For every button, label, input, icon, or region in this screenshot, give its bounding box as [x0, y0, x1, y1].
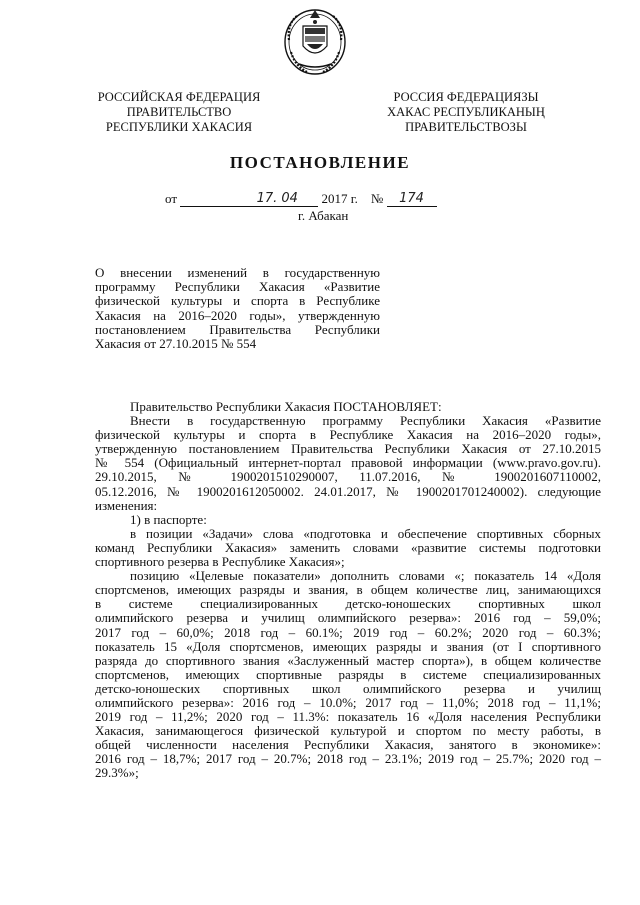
subject-line: Хакасия на 2016–2020 годы», утвержденную	[95, 307, 380, 323]
subject-line: программу Республики Хакасия «Развитие	[95, 279, 380, 295]
body-line: разряда до спортивного звания «Заслуженный мастер спорта»), в общем количестве	[95, 652, 601, 668]
body-line: Внести в государственную программу Республики Хакасия «Развитие	[130, 413, 601, 429]
body-line: Хакасия, занимающегося физической культурой и спортом по месту работы, в	[95, 723, 601, 739]
city: г. Абакан	[298, 208, 349, 223]
subject-line: О внесении изменений в государственную	[95, 265, 380, 280]
body-line: спортивного резерва в Республике Хакасия»;	[95, 554, 345, 570]
header-left-line: РЕСПУБЛИКИ ХАКАСИЯ	[105, 120, 253, 134]
date-year: 2017 г.	[321, 191, 358, 206]
body-line: утвержденную постановлением Правительства Республики Хакасия от 27.10.2015	[95, 441, 601, 457]
body-line: 29.3%»;	[95, 765, 139, 781]
body-line: 2019 год – 11,2%; 2020 год – 11.3%: показатель 16 «Доля населения Республики	[95, 709, 601, 725]
header-right-line: ПРАВИТЕЛЬСТВОЗЫ	[405, 120, 527, 134]
body-line: 2016 год – 18,7%; 2017 год – 20.7%; 2018 год – 23.1%; 2019 год – 25.7%; 2020 год –	[95, 751, 601, 767]
body-line: изменения:	[95, 497, 158, 513]
header-left	[84, 90, 274, 135]
date-prefix: от	[165, 191, 178, 206]
subject-block	[95, 266, 380, 351]
body-line: общей численности населения Республики Хакасия, занятого в экономике»:	[95, 737, 601, 753]
body-line: 2017 год – 60,0%; 2018 год – 60.1%; 2019 год – 60.2%; 2020 год – 60.3%;	[95, 624, 601, 640]
body-line: физической культуры и спорта в Республике Хакасия на 2016–2020 годы»,	[95, 427, 601, 443]
body-line: показатель 15 «Доля спортсменов, имеющих разряды и звания (от I спортивного	[95, 638, 601, 654]
header-left-line: ПРАВИТЕЛЬСТВО	[126, 105, 232, 119]
body-line: 1) в паспорте:	[130, 511, 207, 527]
header-right	[371, 90, 561, 135]
body-line: 05.12.2016, № 1900201612050002. 24.01.2017, № 1900201701240002). следующие	[95, 483, 601, 499]
date-line	[165, 190, 437, 207]
header-right-line: ХАКАС РЕСПУБЛИКАНЫҢ	[387, 105, 545, 119]
document-number: 174	[399, 191, 424, 206]
body-line: детско-юношеских спортивных школ олимпийского резерва и училищ	[95, 680, 601, 696]
subject-line: Хакасия от 27.10.2015 № 554	[95, 336, 257, 352]
header-left-line: РОССИЙСКАЯ ФЕДЕРАЦИЯ	[97, 90, 261, 104]
body-line: спортсменов, имеющих спортивные разряды в системе специализированных	[95, 666, 601, 682]
body-line: № 554 (Официальный интернет-портал правовой информации (www.pravo.gov.ru).	[95, 455, 601, 471]
date-day-month: 17. 04	[256, 191, 298, 206]
coat-of-arms-emblem	[283, 6, 347, 76]
document-title: ПОСТАНОВЛЕНИЕ	[229, 153, 411, 172]
header-right-line: РОССИЯ ФЕДЕРАЦИЯЗЫ	[393, 90, 539, 104]
body-line: в системе специализированных детско-юношеских спортивных школ	[95, 596, 601, 612]
body-line: Правительство Республики Хакасия ПОСТАНОВЛЯЕТ:	[130, 399, 442, 414]
body-text	[95, 400, 601, 781]
body-line: олимпийского резерва»: 2016 год – 10.0%; 2017 год – 11,0%; 2018 год – 11,1%;	[95, 694, 601, 710]
number-label: №	[370, 191, 384, 206]
subject-line: постановлением Правительства Республики	[95, 321, 380, 337]
body-line: спортсменов, имеющих разряды и звания, в общем количестве лиц, занимающихся	[95, 582, 601, 598]
date-blank	[180, 190, 318, 207]
number-blank	[387, 190, 437, 207]
subject-line: физической культуры и спорта в Республике	[95, 293, 380, 309]
body-line: олимпийского резерва и училищ олимпийского резерва»: 2016 год – 59,0%;	[95, 610, 601, 626]
body-line: 29.10.2015, № 1900201510290007, 11.07.2016, № 1900201607110002,	[95, 469, 601, 485]
body-line: команд Республики Хакасия» заменить словами «развитие системы подготовки	[95, 539, 601, 555]
body-line: в позиции «Задачи» слова «подготовка и обеспечение спортивных сборных	[130, 525, 601, 541]
body-line: позицию «Целевые показатели» дополнить словами «; показатель 14 «Доля	[130, 568, 601, 584]
